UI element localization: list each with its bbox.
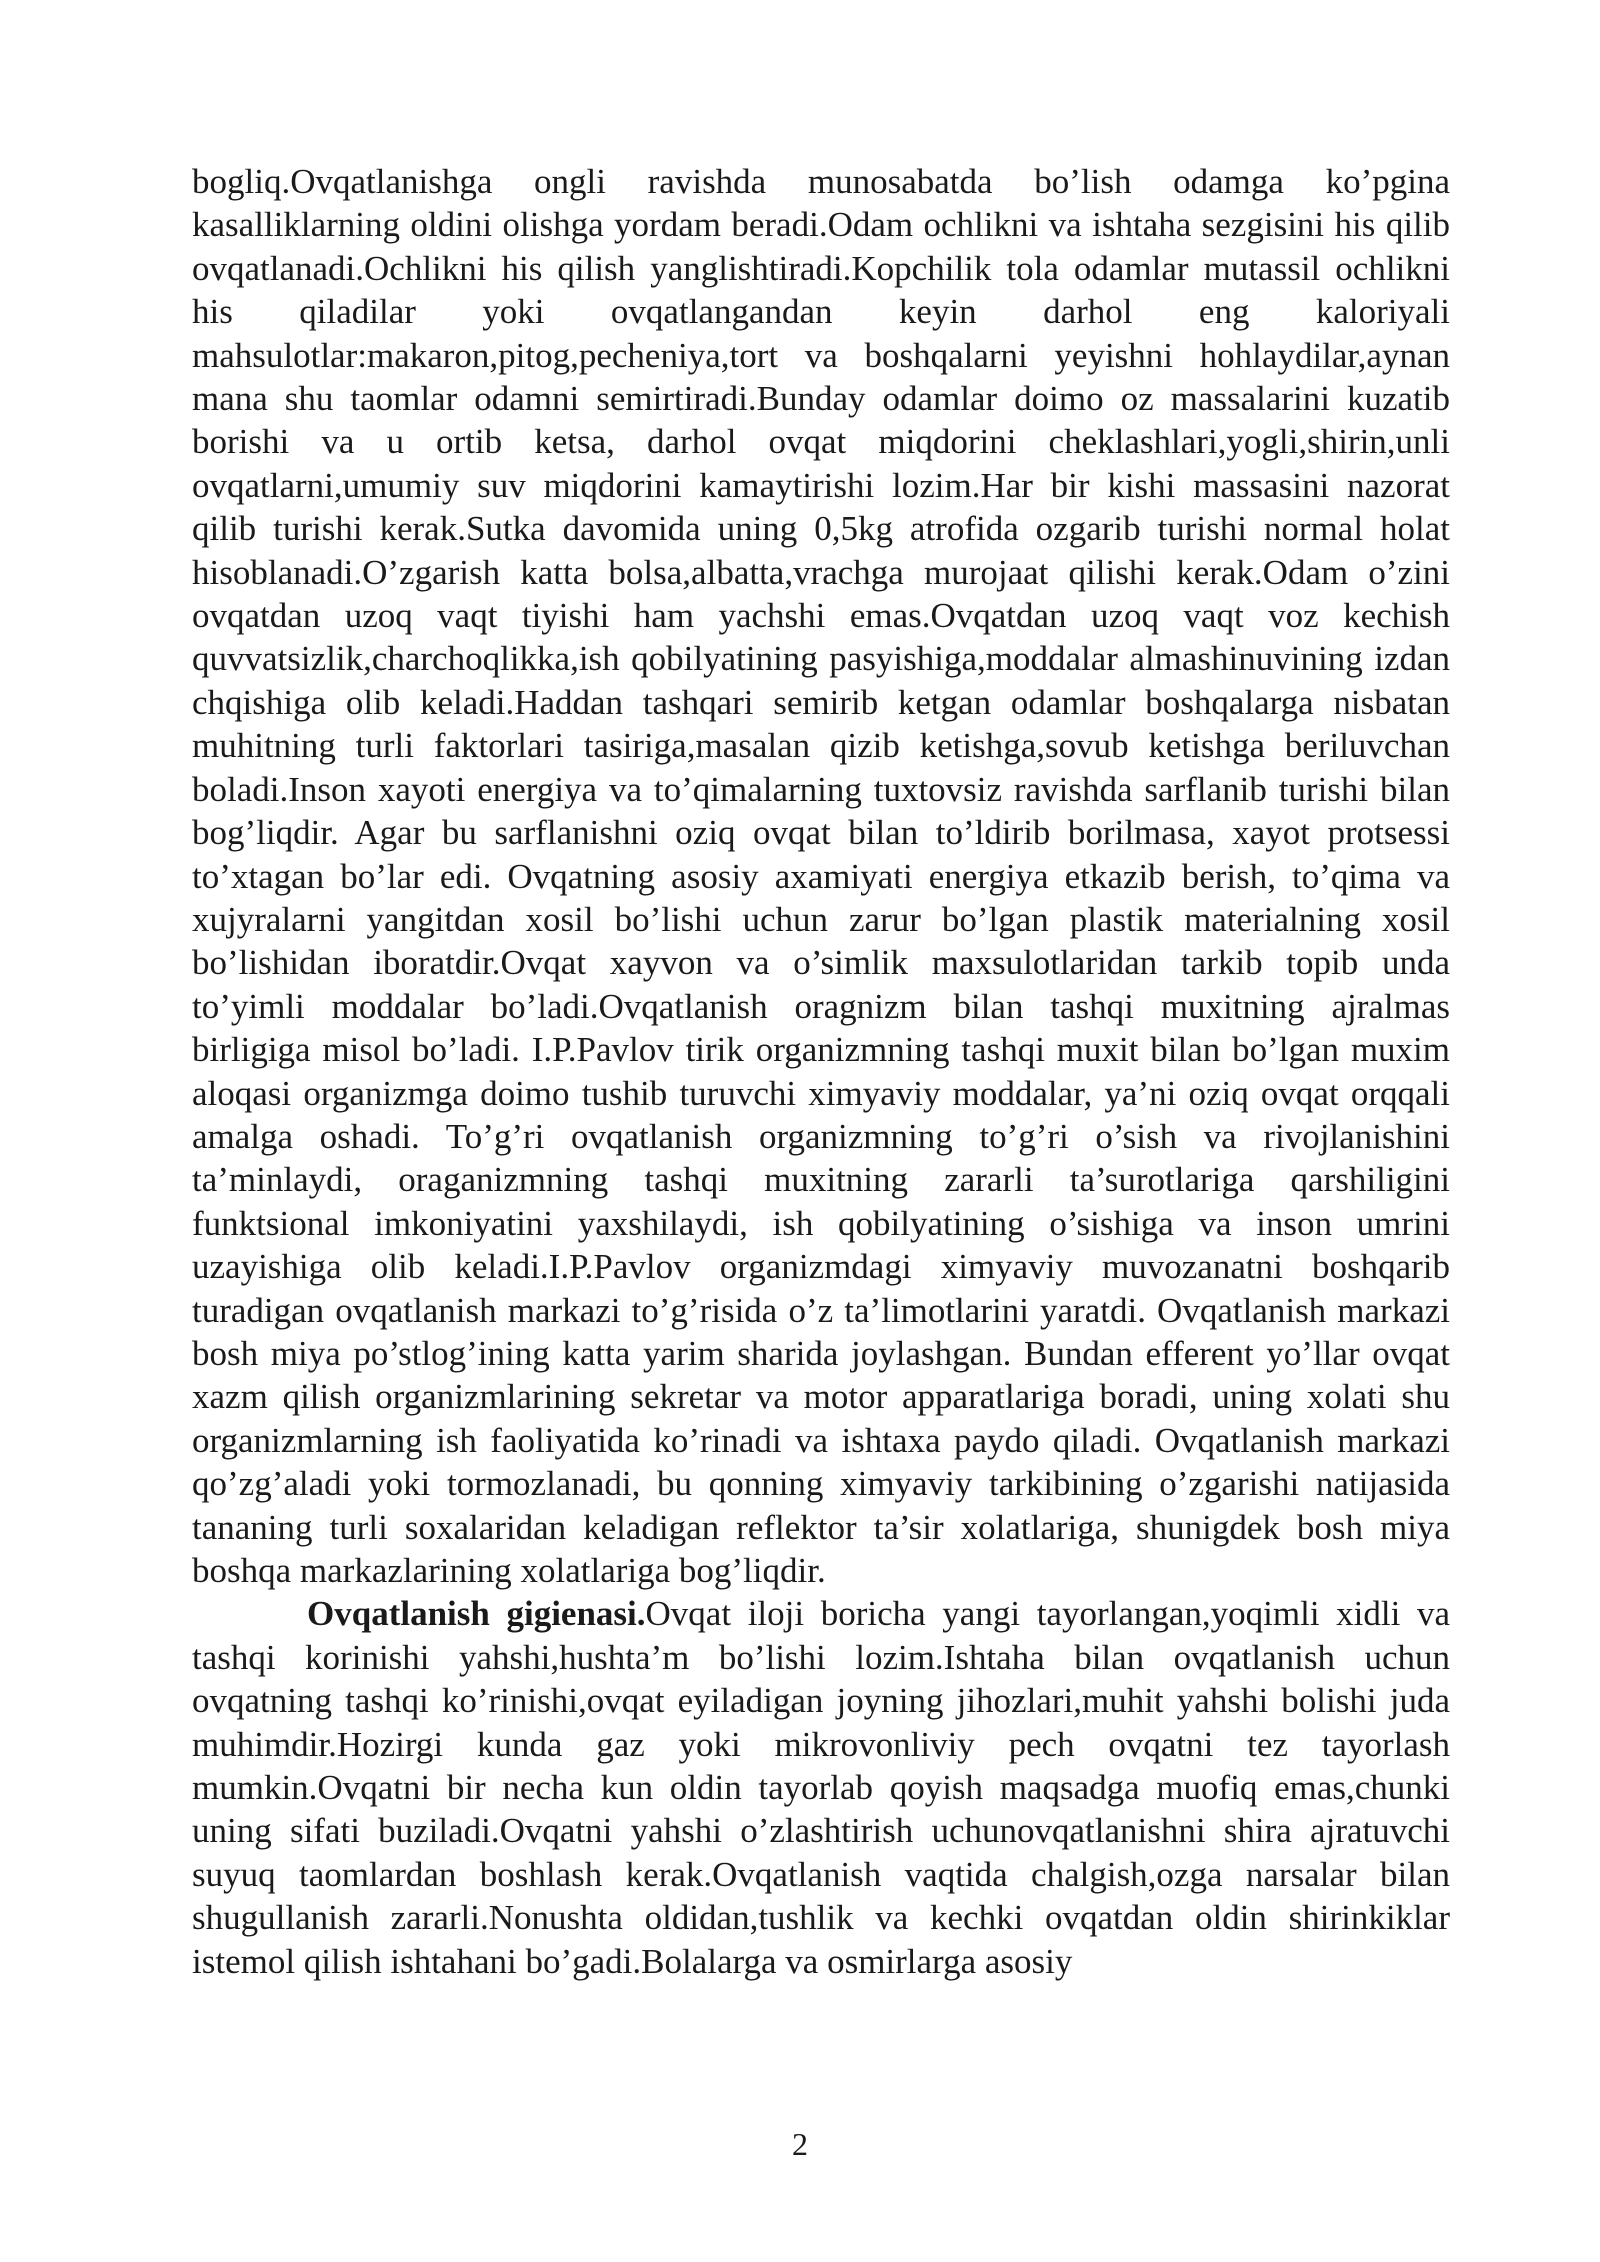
paragraph-2-text: Ovqat iloji boricha yangi tayorlangan,yoqimli xidli va tashqi korinishi yahshi,hushta’m bo’lishi lozim.Ishtaha bilan ovqatlanish uchun ovqatning tashqi ko’rinishi,ovqat eyiladigan joyning jihozlari,muhit yahshi bolishi juda muhimdir.Hozirgi kunda gaz yoki mikrovonliviy pech ovqatni tez tayorlash mumkin.Ovqatni bir necha kun oldin tayorlab qoyish maqsadga muofiq emas,chunki uning sifati buziladi.Ovqatni yahshi o’zlashtirish uchunovqatlanishni shira ajratuvchi suyuq taomlardan boshlash kerak.Ovqatlanish vaqtida chalgish,ozga narsalar bilan shugullanish zararli.Nonushta oldidan,tushlik va kechki ovqatdan oldin shirinkiklar istemol qilish ishtahani bo’gadi.Bolalarga va osmirlarga asosiy bbox=[192, 1594, 1451, 1981]
page-number: 2 bbox=[792, 2126, 808, 2162]
section-heading: Ovqatlanish gigienasi. bbox=[307, 1594, 646, 1634]
paragraph-2 bbox=[192, 1592, 1450, 1983]
body-text bbox=[192, 160, 1450, 1983]
paragraph-1: bogliq.Ovqatlanishga ongli ravishda munosabatda bo’lish odamga ko’pgina kasalliklarning oldini olishga yordam beradi.Odam ochlikni va ishtaha sezgisini his qilib ovqatlanadi.Ochlikni his qilish yanglishtiradi.Kopchilik tola odamlar mutassil ochlikni his qiladilar yoki ovqatlangandan keyin darhol eng kaloriyali mahsulotlar:makaron,pitog,pecheniya,tort va boshqalarni yeyishni hohlaydilar,aynan mana shu taomlar odamni semirtiradi.Bunday odamlar doimo oz massalarini kuzatib borishi va u ortib ketsa, darhol ovqat miqdorini cheklashlari,yogli,shirin,unli ovqatlarni,umumiy suv miqdorini kamaytirishi lozim.Har bir kishi massasini nazorat qilib turishi kerak.Sutka davomida uning 0,5kg atrofida ozgarib turishi normal holat hisoblanadi.O’zgarish katta bolsa,albatta,vrachga murojaat qilishi kerak.Odam o’zini ovqatdan uzoq vaqt tiyishi ham yachshi emas.Ovqatdan uzoq vaqt voz kechish quvvatsizlik,charchoqlikka,ish qobilyatining pasyishiga,moddalar almashinuvining izdan chqishiga olib keladi.Haddan tashqari semirib ketgan odamlar boshqalarga nisbatan muhitning turli faktorlari tasiriga,masalan qizib ketishga,sovub ketishga beriluvchan boladi.Inson xayoti energiya va to’qimalarning tuxtovsiz ravishda sarflanib turishi bilan bog’liqdir. Agar bu sarflanishni oziq ovqat bilan to’ldirib borilmasa, xayot protsessi to’xtagan bo’lar edi. Ovqatning asosiy axamiyati energiya etkazib berish, to’qima va xujyralarni yangitdan xosil bo’lishi uchun zarur bo’lgan plastik materialning xosil bo’lishidan iboratdir.Ovqat xayvon va o’simlik maxsulotlaridan tarkib topib unda to’yimli moddalar bo’ladi.Ovqatlanish oragnizm bilan tashqi muxitning ajralmas birligiga misol bo’ladi. I.P.Pavlov tirik organizmning tashqi muxit bilan bo’lgan muxim aloqasi organizmga doimo tushib turuvchi ximyaviy moddalar, ya’ni oziq ovqat orqqali amalga oshadi. To’g’ri ovqatlanish organizmning to’g’ri o’sish va rivojlanishini ta’minlaydi, oraganizmning tashqi muxitning zararli ta’surotlariga qarshiligini funktsional imkoniyatini yaxshilaydi, ish qobilyatining o’sishiga va inson umrini uzayishiga olib keladi.I.P.Pavlov organizmdagi ximyaviy muvozanatni boshqarib turadigan ovqatlanish markazi to’g’risida o’z ta’limotlarini yaratdi. Ovqatlanish markazi bosh miya po’stlog’ining katta yarim sharida joylashgan. Bundan efferent yo’llar ovqat xazm qilish organizmlarining sekretar va motor apparatlariga boradi, uning xolati shu organizmlarning ish faoliyatida ko’rinadi va ishtaxa paydo qiladi. Ovqatlanish markazi qo’zg’aladi yoki tormozlanadi, bu qonning ximyaviy tarkibining o’zgarishi natijasida tananing turli soxalaridan keladigan reflektor ta’sir xolatlariga, shunigdek bosh miya boshqa markazlarining xolatlariga bog’liqdir. bbox=[192, 162, 1450, 1590]
